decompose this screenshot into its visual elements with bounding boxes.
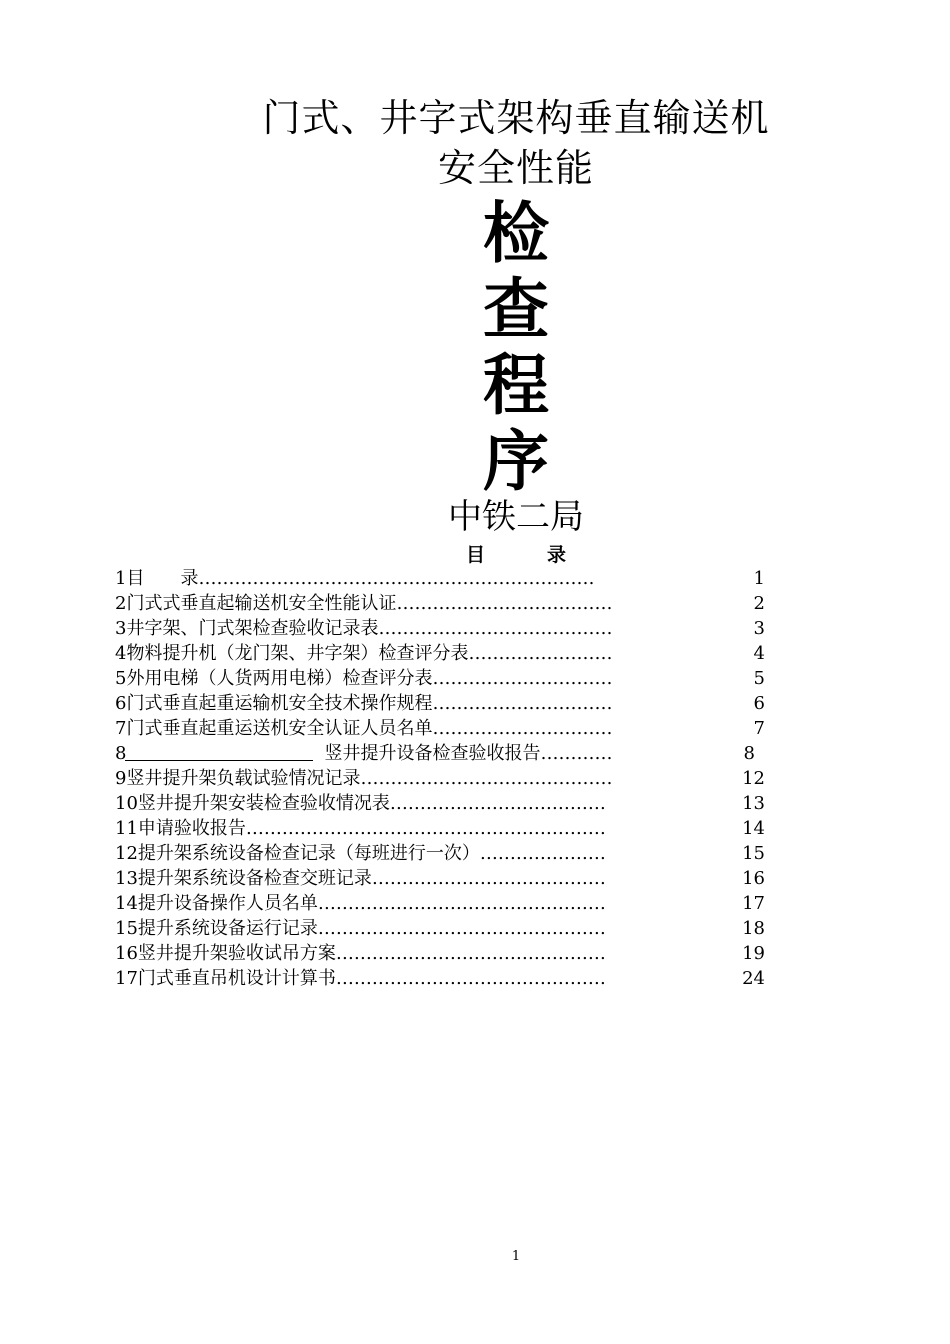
toc-entry-page: 15: [742, 843, 765, 864]
toc-entry[interactable]: [115, 891, 775, 916]
toc-entry[interactable]: [115, 566, 775, 591]
toc-entry-page: 24: [742, 968, 765, 989]
toc-entry[interactable]: [115, 716, 775, 741]
toc-entry-page: 18: [742, 918, 765, 939]
toc-entry-text: 12提升架系统设备检查记录（每班进行一次）…………………: [115, 843, 606, 864]
page-number: 1: [511, 1249, 521, 1264]
toc-entry-page: 2: [753, 593, 765, 614]
toc-entry-text: 10竖井提升架安装检查验收情况表………………………………: [115, 793, 606, 814]
toc-entry[interactable]: [115, 666, 775, 691]
big-title-char-1: 检: [483, 195, 549, 272]
toc-entry[interactable]: [115, 941, 775, 966]
toc-entry-page: 1: [753, 568, 765, 589]
document-title-line-1: 门式、井字式架构垂直输送机: [262, 96, 770, 140]
toc-entry-text: 16竖井提升架验收试吊方案………………………………………: [115, 943, 606, 964]
toc-entry-text: 8 竖井提升设备检查验收报告…………: [115, 743, 613, 764]
toc-heading: [0, 542, 950, 568]
toc-entry-text: 9竖井提升架负载试验情况记录……………………………………: [115, 768, 613, 789]
toc-entry-page: 14: [742, 818, 765, 839]
toc-entry[interactable]: [115, 741, 775, 766]
toc-entry-text: 3井字架、门式架检查验收记录表…………………………………: [115, 618, 613, 639]
toc-entry-page: 6: [753, 693, 765, 714]
organization-name: 中铁二局: [448, 497, 584, 537]
toc-entry-page: 19: [742, 943, 765, 964]
toc-entry[interactable]: [115, 616, 775, 641]
toc-entry-text: 15提升系统设备运行记录…………………………………………: [115, 918, 606, 939]
toc-entry-text: 13提升架系统设备检查交班记录…………………………………: [115, 868, 606, 889]
toc-entry[interactable]: [115, 916, 775, 941]
toc-entry-text: 6门式垂直起重运输机安全技术操作规程…………………………: [115, 693, 613, 714]
toc-entry[interactable]: [115, 866, 775, 891]
big-title-char-3: 程: [483, 347, 549, 424]
toc-entry[interactable]: [115, 766, 775, 791]
toc-entry[interactable]: [115, 691, 775, 716]
toc-entry-text: 2门式式垂直起输送机安全性能认证………………………………: [115, 593, 613, 614]
toc-entry-page: 4: [753, 643, 765, 664]
toc-entry-text: 5外用电梯（人货两用电梯）检查评分表…………………………: [115, 668, 613, 689]
toc-entry-page: 16: [742, 868, 765, 889]
toc-entry-text: 7门式垂直起重运送机安全认证人员名单…………………………: [115, 718, 613, 739]
toc-entry[interactable]: [115, 816, 775, 841]
big-title-char-2: 查: [483, 271, 549, 348]
toc-entry-text: 11申请验收报告……………………………………………………: [115, 818, 606, 839]
toc-entry[interactable]: [115, 966, 775, 991]
toc-heading-char-1: 目: [465, 544, 547, 566]
toc-entry-page: 7: [753, 718, 765, 739]
toc-entry-page: 17: [742, 893, 765, 914]
toc-entry[interactable]: [115, 841, 775, 866]
toc-entry-page: 12: [742, 768, 765, 789]
toc-heading-char-2: 录: [547, 544, 567, 566]
toc-entry-text: 4物料提升机（龙门架、井字架）检查评分表……………………: [115, 643, 613, 664]
toc-entry[interactable]: [115, 791, 775, 816]
toc-entry-page: 8: [743, 743, 755, 764]
toc-entry-text: 1目 录…………………………………………………………: [115, 568, 595, 589]
toc-entry-page: 5: [753, 668, 765, 689]
big-title-char-4: 序: [483, 423, 549, 500]
toc-entry-text: 17门式垂直吊机设计计算书………………………………………: [115, 968, 606, 989]
toc-entry[interactable]: [115, 641, 775, 666]
document-title-line-2: 安全性能: [437, 146, 594, 190]
table-of-contents: [115, 566, 775, 991]
toc-entry[interactable]: [115, 591, 775, 616]
toc-entry-text: 14提升设备操作人员名单…………………………………………: [115, 893, 606, 914]
toc-entry-page: 13: [742, 793, 765, 814]
toc-entry-page: 3: [753, 618, 765, 639]
